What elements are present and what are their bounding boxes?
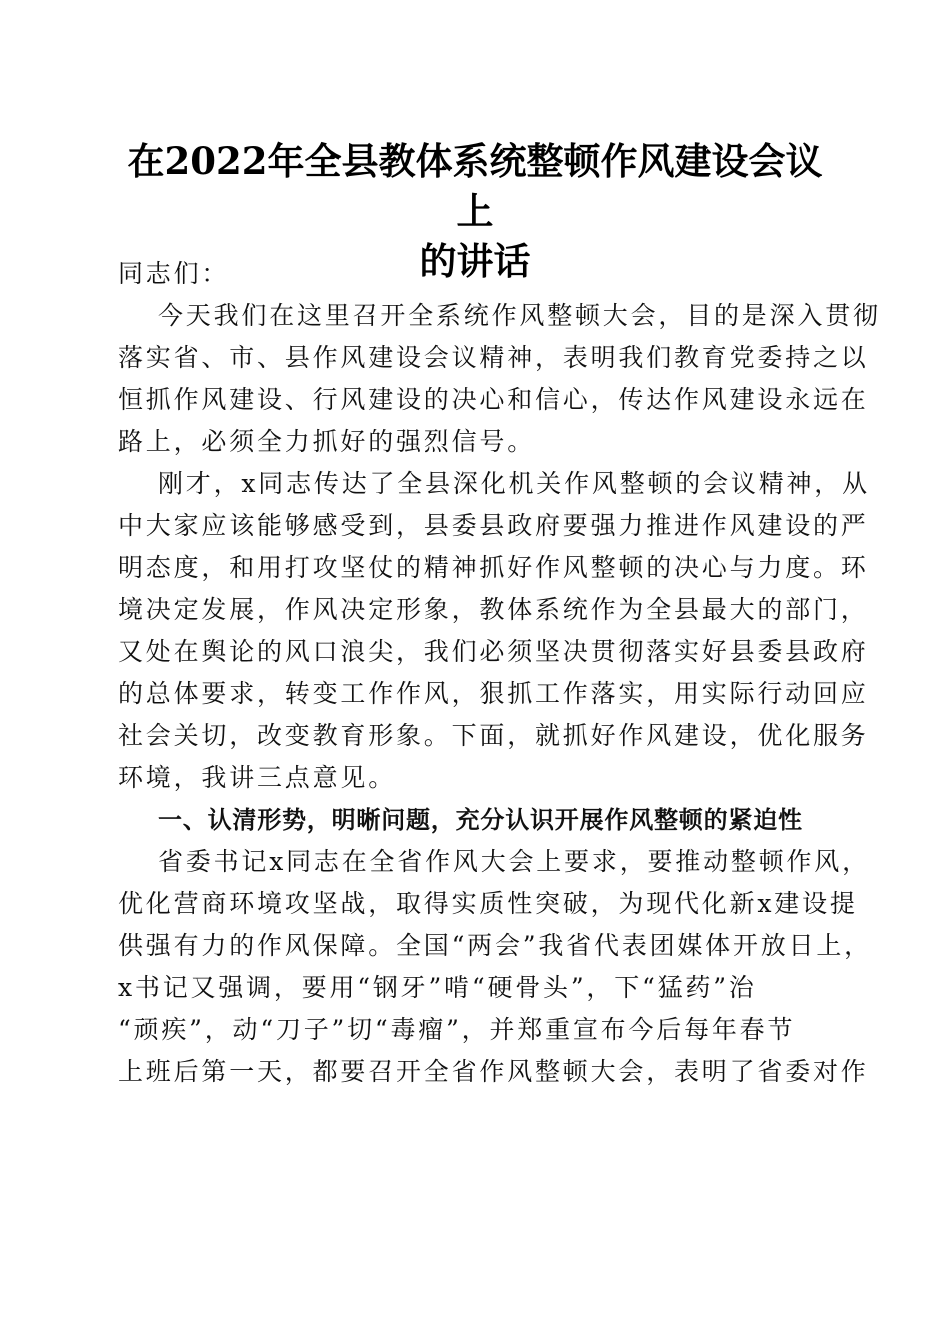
paragraph-line: 今天我们在这里召开全系统作风整顿大会，目的是深入贯彻 [158,301,881,330]
paragraph-line: 环境，我讲三点意见。 [118,763,397,792]
paragraph-line: 落实省、市、县作风建设会议精神，表明我们教育党委持之以 [118,343,869,372]
paragraph-line: 社会关切，改变教育形象。下面，就抓好作风建设，优化服务 [118,721,869,750]
paragraph-line: 恒抓作风建设、行风建设的决心和信心，传达作风建设永远在 [118,385,869,414]
paragraph-line: 境决定发展，作风决定形象，教体系统作为全县最大的部门， [118,595,869,624]
title-line-1: 在2022年全县教体系统整顿作风建设会议上 [127,139,823,233]
paragraph-line: “顽疾”，动“刀子”切“毒瘤”，并郑重宣布今后每年春节 [118,1015,796,1044]
section-heading: 一、认清形势，明晰问题，充分认识开展作风整顿的紧迫性 [158,806,803,834]
salutation: 同志们： [118,259,230,288]
paragraph-line: 上班后第一天，都要召开全省作风整顿大会，表明了省委对作 [118,1057,869,1086]
document-body [118,253,881,1093]
paragraph-line: 省委书记x同志在全省作风大会上要求，要推动整顿作风， [158,847,870,876]
title-line-2: 的讲话 [419,239,531,283]
paragraph-line: 明态度，和用打攻坚仗的精神抓好作风整顿的决心与力度。环 [118,553,869,582]
paragraph-line: x书记又强调，要用“钢牙”啃“硬骨头”，下“猛药”治 [118,973,757,1002]
paragraph-line: 中大家应该能够感受到，县委县政府要强力推进作风建设的严 [118,511,869,540]
paragraph-line: 路上，必须全力抓好的强烈信号。 [118,427,536,456]
paragraph-line: 又处在舆论的风口浪尖，我们必须坚决贯彻落实好县委县政府 [118,637,869,666]
paragraph-line: 供强有力的作风保障。全国“两会”我省代表团媒体开放日上， [118,931,872,960]
paragraph-line: 刚才，x同志传达了全县深化机关作风整顿的会议精神，从 [158,469,870,498]
paragraph-line: 优化营商环境攻坚战，取得实质性突破，为现代化新x建设提 [118,889,858,918]
paragraph-line: 的总体要求，转变工作作风，狠抓工作落实，用实际行动回应 [118,679,869,708]
